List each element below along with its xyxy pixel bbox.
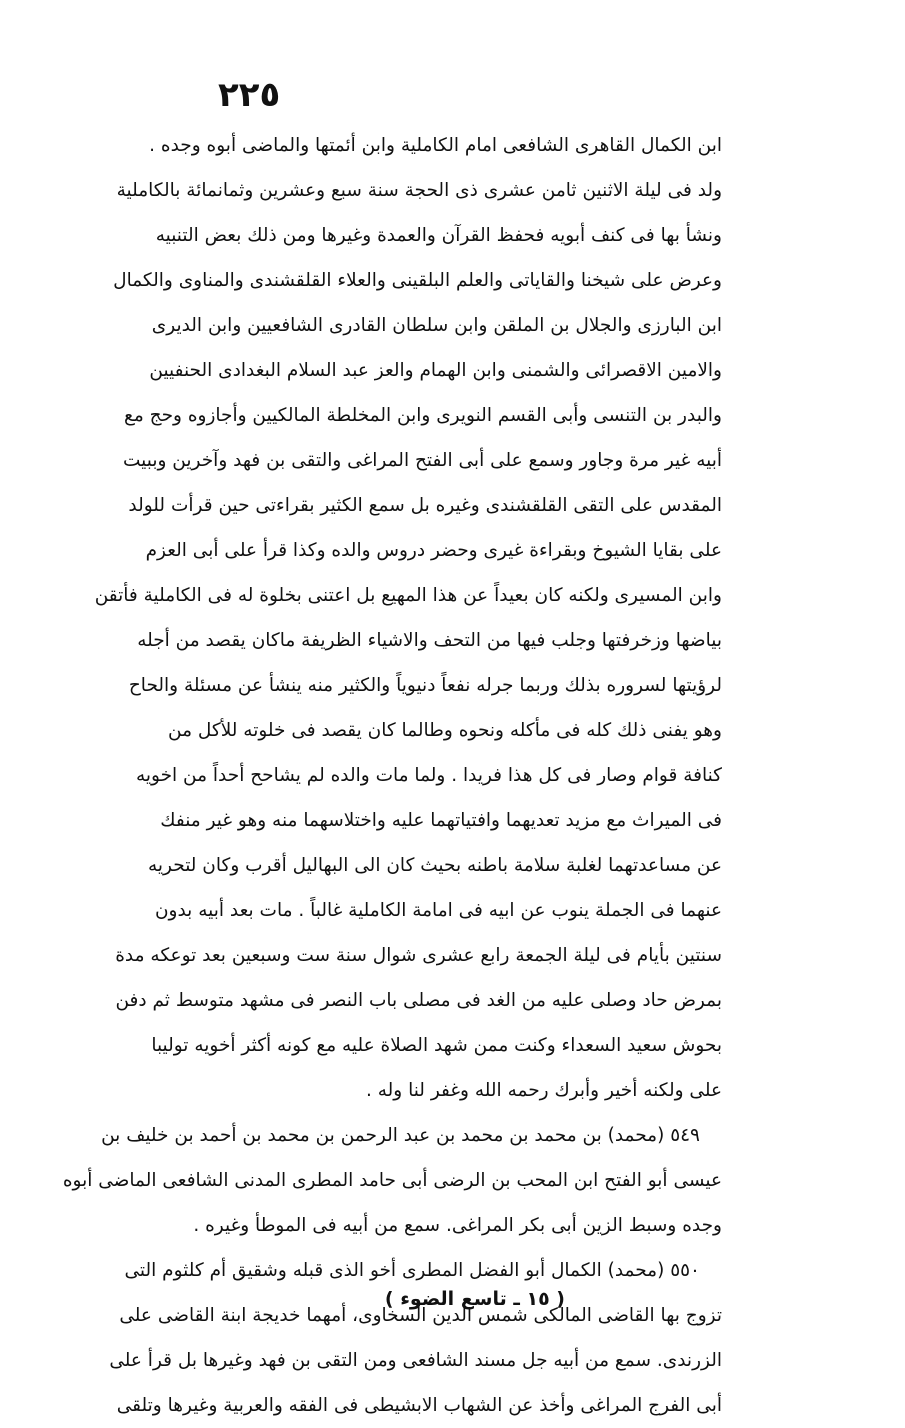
text-line: بمرض حاد وصلى عليه من الغد فى مصلى باب النصر فى مشهد متوسط ثم دفن <box>115 990 722 1011</box>
entry-549-first-line: ٥٤٩ (محمد) بن محمد بن محمد بن عبد الرحمن بن محمد بن أحمد بن خليف بن <box>101 1125 700 1146</box>
text-line: وعرض على شيخنا والقاياتى والعلم البلقينى والعلاء القلقشندى والمناوى والكمال <box>113 270 722 291</box>
text-line: ونشأ بها فى كنف أبويه فحفظ القرآن والعمدة وغيرها ومن ذلك بعض التنبيه <box>155 225 722 246</box>
text-line: أبى الفرج المراغى وأخذ عن الشهاب الابشيطى فى الفقه والعربية وغيرها وتلقى <box>116 1395 722 1416</box>
page-number: ٢٢٥ <box>218 75 281 115</box>
text-line: عيسى أبو الفتح ابن المحب بن الرضى أبى حامد المطرى المدنى الشافعى الماضى أبوه <box>62 1170 722 1191</box>
text-line: وجده وسبط الزين أبى بكر المراغى. سمع من أبيه فى الموطأ وغيره . <box>193 1215 722 1236</box>
text-line: ابن البارزى والجلال بن الملقن وابن سلطان القادرى الشافعيين وابن الديرى <box>151 315 722 336</box>
text-line: ابن الكمال القاهرى الشافعى امام الكاملية وابن أئمتها والماضى أبوه وجده . <box>149 135 722 156</box>
text-line: بحوش سعيد السعداء وكنت ممن شهد الصلاة عليه مع كونه أكثر أخويه توليبا <box>151 1035 722 1056</box>
text-line: ولد فى ليلة الاثنين ثامن عشرى ذى الحجة سنة سبع وعشرين وثمانمائة بالكاملية <box>116 180 722 201</box>
text-line: بياضها وزخرفتها وجلب فيها من التحف والاشياء الظريفة ماكان يقصد من أجله <box>137 630 722 651</box>
text-line: الزرندى. سمع من أبيه جل مسند الشافعى ومن التقى بن فهد وغيرها بل قرأ على <box>109 1350 722 1371</box>
text-line: عن مساعدتهما لغلبة سلامة باطنه بحيث كان الى البهاليل أقرب وكان لتحريه <box>147 855 722 876</box>
text-line: عنهما فى الجملة ينوب عن ابيه فى امامة الكاملية غالباً . مات بعد أبيه بدون <box>154 900 722 921</box>
text-line: والبدر بن التنسى وأبى القسم النويرى وابن المخلطة المالكيين وأجازوه وحج مع <box>124 405 722 426</box>
text-line: وهو يفنى ذلك كله فى مأكله ونحوه وطالما كان يقصد فى خلوته للأكل من <box>168 720 722 741</box>
body-text <box>62 123 722 1428</box>
text-line: تزوج بها القاضى المالكى شمس الدين السخاوى، أمهما خديجة ابنة القاضى على <box>119 1305 722 1326</box>
text-line: سنتين بأيام فى ليلة الجمعة رابع عشرى شوال سنة ست وسبعين بعد توعكه مدة <box>115 945 722 966</box>
signature-footer: ( ١٥ ـ تاسع الضوء ) <box>384 1288 565 1310</box>
entry-550-first-line: ٥٥٠ (محمد) الكمال أبو الفضل المطرى أخو الذى قبله وشقيق أم كلثوم التى <box>124 1260 700 1281</box>
text-line: فى الميراث مع مزيد تعديهما وافتياتهما عليه واختلاسهما منه وهو غير منفك <box>160 810 722 831</box>
text-line: على ولكنه أخير وأبرك رحمه الله وغفر لنا وله . <box>365 1080 722 1101</box>
text-line: أبيه غير مرة وجاور وسمع على أبى الفتح المراغى والتقى بن فهد وآخرين وببيت <box>123 450 722 471</box>
text-line: على بقايا الشيوخ وبقراءة غيرى وحضر دروس والده وكذا قرأ على أبى العزم <box>145 540 722 561</box>
text-line: لرؤيتها لسروره بذلك وربما جرله نفعاً دنيوياً والكثير منه ينشأ عن مسئلة والحاح <box>128 675 722 696</box>
text-line: المقدس على التقى القلقشندى وغيره بل سمع الكثير بقراءتى حين قرأت للولد <box>128 495 722 516</box>
text-line: وابن المسيرى ولكنه كان بعيداً عن هذا المهيع بل اعتنى بخلوة له فى الكاملية فأتقن <box>94 585 722 606</box>
text-line: والامين الاقصرائى والشمنى وابن الهمام والعز عبد السلام البغدادى الحنفيين <box>149 360 722 381</box>
text-line: كنافة قوام وصار فى كل هذا فريدا . ولما مات والده لم يشاحح أحداً من اخويه <box>135 765 722 786</box>
